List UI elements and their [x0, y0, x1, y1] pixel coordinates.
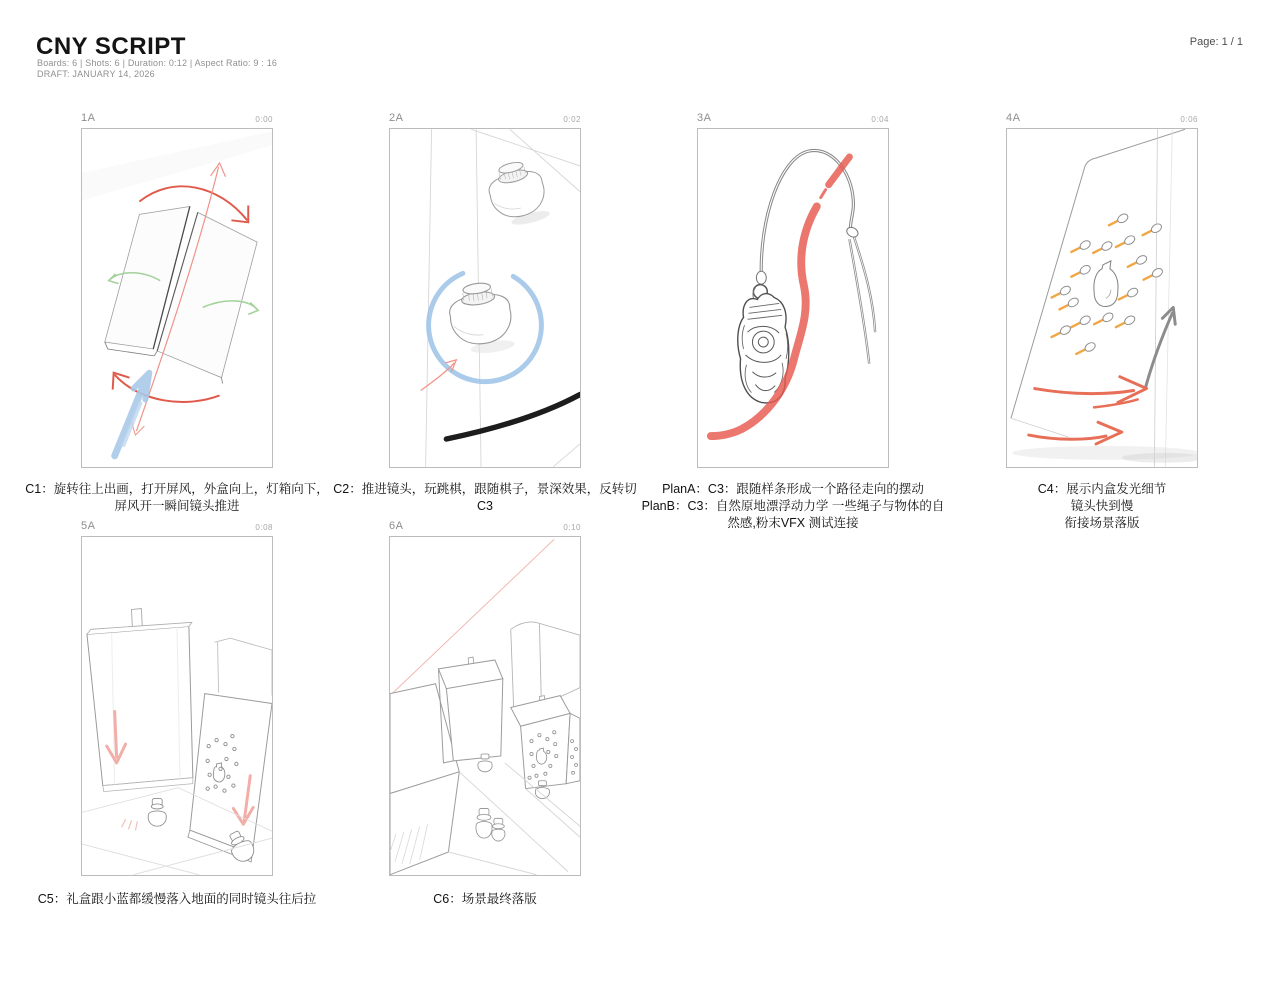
sketch-lightbox-panel	[1007, 129, 1197, 467]
meta-boards-shots-duration: Boards: 6 | Shots: 6 | Duration: 0:12 | Aspect Ratio: 9 : 16	[37, 58, 278, 68]
shot-caption-2: C2：推进镜头，玩跳棋，跟随棋子，景深效果，反转切 C3	[333, 482, 637, 513]
storyboard-frame-2a	[389, 128, 581, 468]
board-4a	[1006, 108, 1198, 530]
storyboard-frame-3a	[697, 128, 889, 468]
blue-push-in-arrow	[115, 373, 150, 456]
sketch-falling-boxes	[82, 537, 272, 875]
board-6a-header	[389, 516, 581, 532]
shot-caption-4: C4：展示内盒发光细节 镜头快到慢 衔接场景落版	[1037, 482, 1167, 530]
shot-caption-6: C6：场景最终落版	[433, 892, 537, 906]
small-bottle-left	[122, 799, 167, 831]
shot-label: 2A	[389, 112, 404, 124]
board-2a-header	[389, 108, 581, 124]
glowing-holes	[1052, 212, 1164, 354]
bottle-piece-back	[484, 157, 552, 231]
back-box-lines	[215, 638, 272, 695]
shot-caption-5: C5：礼盒跟小蓝都缓慢落入地面的同时镜头往后拉	[37, 892, 317, 906]
sketch-checker-bottles	[390, 129, 580, 467]
shot-caption-3: PlanA：C3：跟随样条形成一个路径走向的摆动 PlanB：C3：自然原地漂浮动力学 一些绳子与物体的自 然感,粉末VFX 测试连接	[641, 482, 945, 530]
bottle-sketch	[1094, 261, 1118, 307]
black-path-stroke	[446, 394, 580, 439]
shot-label: 1A	[81, 112, 96, 124]
sketch-folding-screen	[82, 129, 272, 467]
storyboard-frame-6a	[389, 536, 581, 876]
page-number: Page: 1 / 1	[1189, 36, 1243, 48]
gift-box-left	[87, 609, 193, 792]
shot-label: 3A	[697, 112, 712, 124]
board-3a	[641, 108, 945, 530]
red-pointer-arrow	[421, 360, 457, 391]
board-5a-header	[81, 516, 273, 532]
storyboard-frame-5a	[81, 536, 273, 876]
board-1a-header	[81, 108, 273, 124]
meta-draft-date: DRAFT: JANUARY 14, 2026	[37, 69, 155, 79]
shot-caption-1: C1：旋转往上出画，打开屏风，外盒向上，灯箱向下， 屏风开一瞬间镜头推进	[25, 482, 329, 513]
timecode: 0:02	[563, 115, 581, 124]
panel-outline	[1011, 129, 1197, 466]
board-5a	[37, 516, 317, 906]
board-2a	[333, 108, 637, 513]
gray-up-arrow	[1146, 307, 1176, 387]
board-4a-header	[1006, 108, 1198, 124]
board-1a	[25, 108, 329, 513]
timecode: 0:10	[563, 523, 581, 532]
shot-label: 4A	[1006, 112, 1021, 124]
sketch-final-scene	[390, 537, 580, 875]
sketch-knot-pendant	[698, 129, 888, 467]
shot-label: 5A	[81, 520, 96, 532]
board-6a	[389, 516, 581, 906]
orange-flow-arrows	[1029, 377, 1147, 444]
lantern-box-right	[511, 696, 580, 789]
timecode: 0:00	[255, 115, 273, 124]
storyboard-frame-4a	[1006, 128, 1198, 468]
red-swing-path	[711, 157, 850, 436]
timecode: 0:06	[1180, 115, 1198, 124]
bottle-piece-hero	[446, 279, 516, 357]
board-3a-header	[697, 108, 889, 124]
folding-screen-panels	[105, 206, 257, 383]
storyboard-frame-1a	[81, 128, 273, 468]
shot-label: 6A	[389, 520, 404, 532]
timecode: 0:08	[255, 523, 273, 532]
back-screen	[511, 622, 580, 709]
page-title: CNY SCRIPT	[36, 33, 186, 60]
timecode: 0:04	[871, 115, 889, 124]
